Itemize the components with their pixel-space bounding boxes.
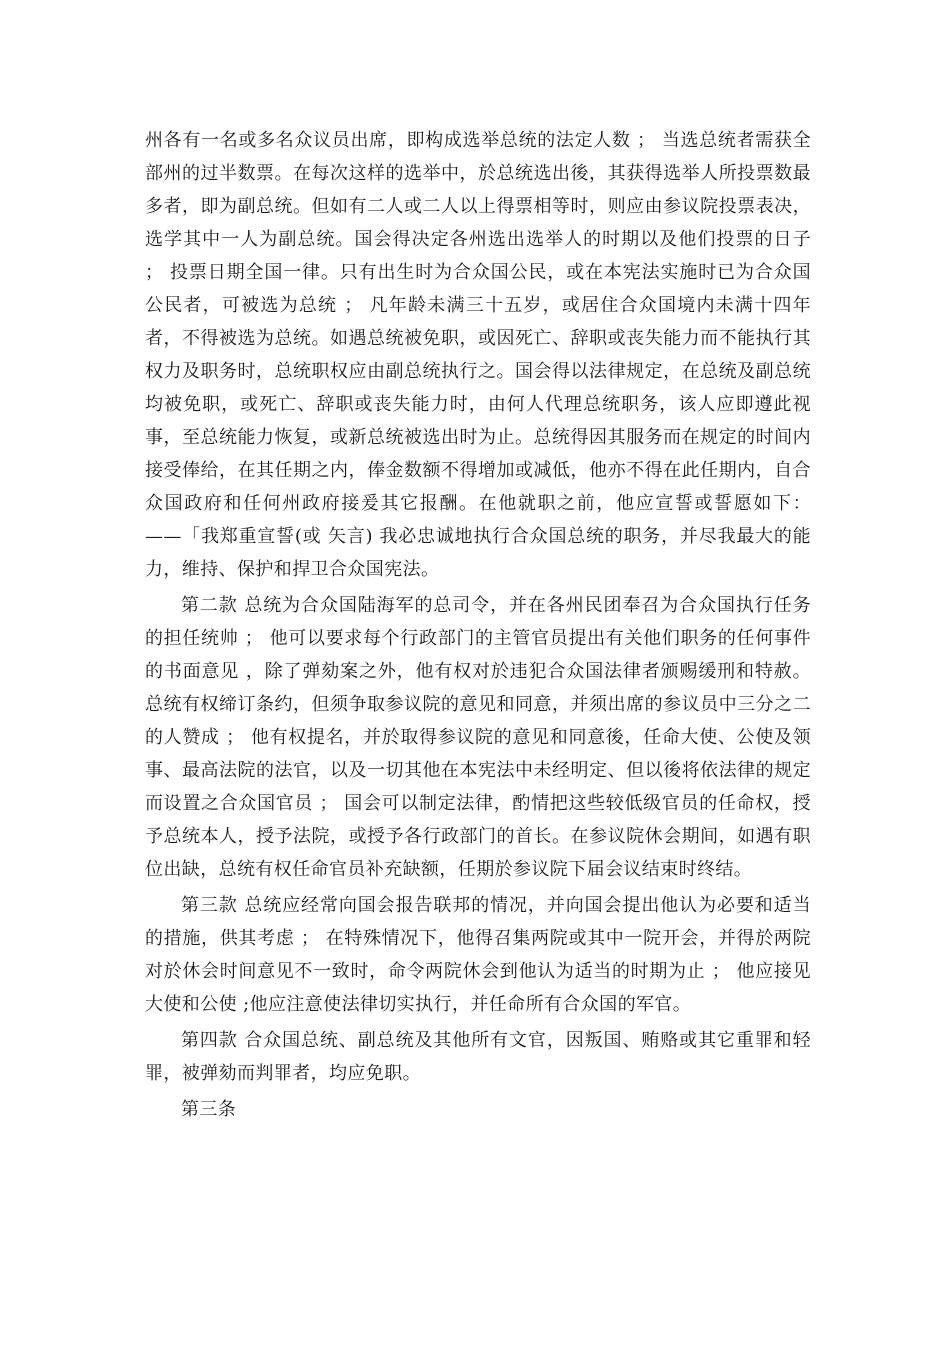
article-3-heading: 第三条 [181, 1099, 237, 1120]
paragraph-section-2: 第二款 总统为合众国陆海军的总司令，并在各州民团奉召为合众国执行任务的担任统帅 ； 他可以要求每个行政部门的主管官员提出有关他们职务的任何事件的书面意见 ，除了弹劾案之外，他有权对於违犯合众国法律者颁赐缓刑和特赦。总统有权缔订条约，但须争取参议院的意见和同意，并须出席的参议员中三分之二的人赞成 ； 他有权提名，并於取得参议院的意见和同意後，任命大使、公使及领事、最高法院的法官，以及一切其他在本宪法中未经明定、但以後将依法律的规定而设置之合众国官员 ； 国会可以制定法律，酌情把这些较低级官员的任命权，授予总统本人，授予法院，或授予各行政部门的首长。在参议院休会期间，如遇有职位出缺，总统有权任命官员补充缺额，任期於参议院下届会议结束时终结。 [145, 595, 811, 880]
paragraph-section-4: 第四款 合众国总统、副总统及其他所有文官，因叛国、贿赂或其它重罪和轻罪，被弹劾而判罪者，均应免职。 [145, 1030, 811, 1084]
paragraph-section-3: 第三款 总统应经常向国会报告联邦的情况，并向国会提出他认为必要和适当的措施，供其考虑 ； 在特殊情况下，他得召集两院或其中一院开会，并得於两院对於休会时间意见不一致时，命令两院休会到他认为适当的时期为止 ； 他应接见大使和公使 ;他应注意使法律切实执行，并任命所有合众国的军官。 [145, 895, 811, 1015]
document-body [145, 124, 811, 1126]
paragraph-article2-continuation: 州各有一名或多名众议员出席，即构成选举总统的法定人数 ； 当选总统者需获全部州的过半数票。在每次这样的选举中，於总统选出後，其获得选举人所投票数最多者，即为副总统。但如有二人或二人以上得票相等时，则应由参议院投票表决，选学其中一人为副总统。国会得决定各州选出选举人的时期以及他们投票的日子 ； 投票日期全国一律。只有出生时为合众国公民，或在本宪法实施时已为合众国公民者，可被选为总统 ； 凡年龄未满三十五岁，或居住合众国境内未满十四年者，不得被选为总统。如遇总统被免职，或因死亡、辞职或丧失能力而不能执行其权力及职务时，总统职权应由副总统执行之。国会得以法律规定，在总统及副总统均被免职，或死亡、辞职或丧失能力时，由何人代理总统职务，该人应即遵此视事，至总统能力恢复，或新总统被选出时为止。总统得因其服务而在规定的时间内接受俸给，在其任期之内，俸金数额不得增加或减低，他亦不得在此任期内，自合众国政府和任何州政府接爰其它报酬。在他就职之前，他应宣誓或誓愿如下： ——「我郑重宣誓(或 矢言) 我必忠诚地执行合众国总统的职务，并尽我最大的能力，维持、保护和捍卫合众国宪法。 [145, 130, 811, 580]
